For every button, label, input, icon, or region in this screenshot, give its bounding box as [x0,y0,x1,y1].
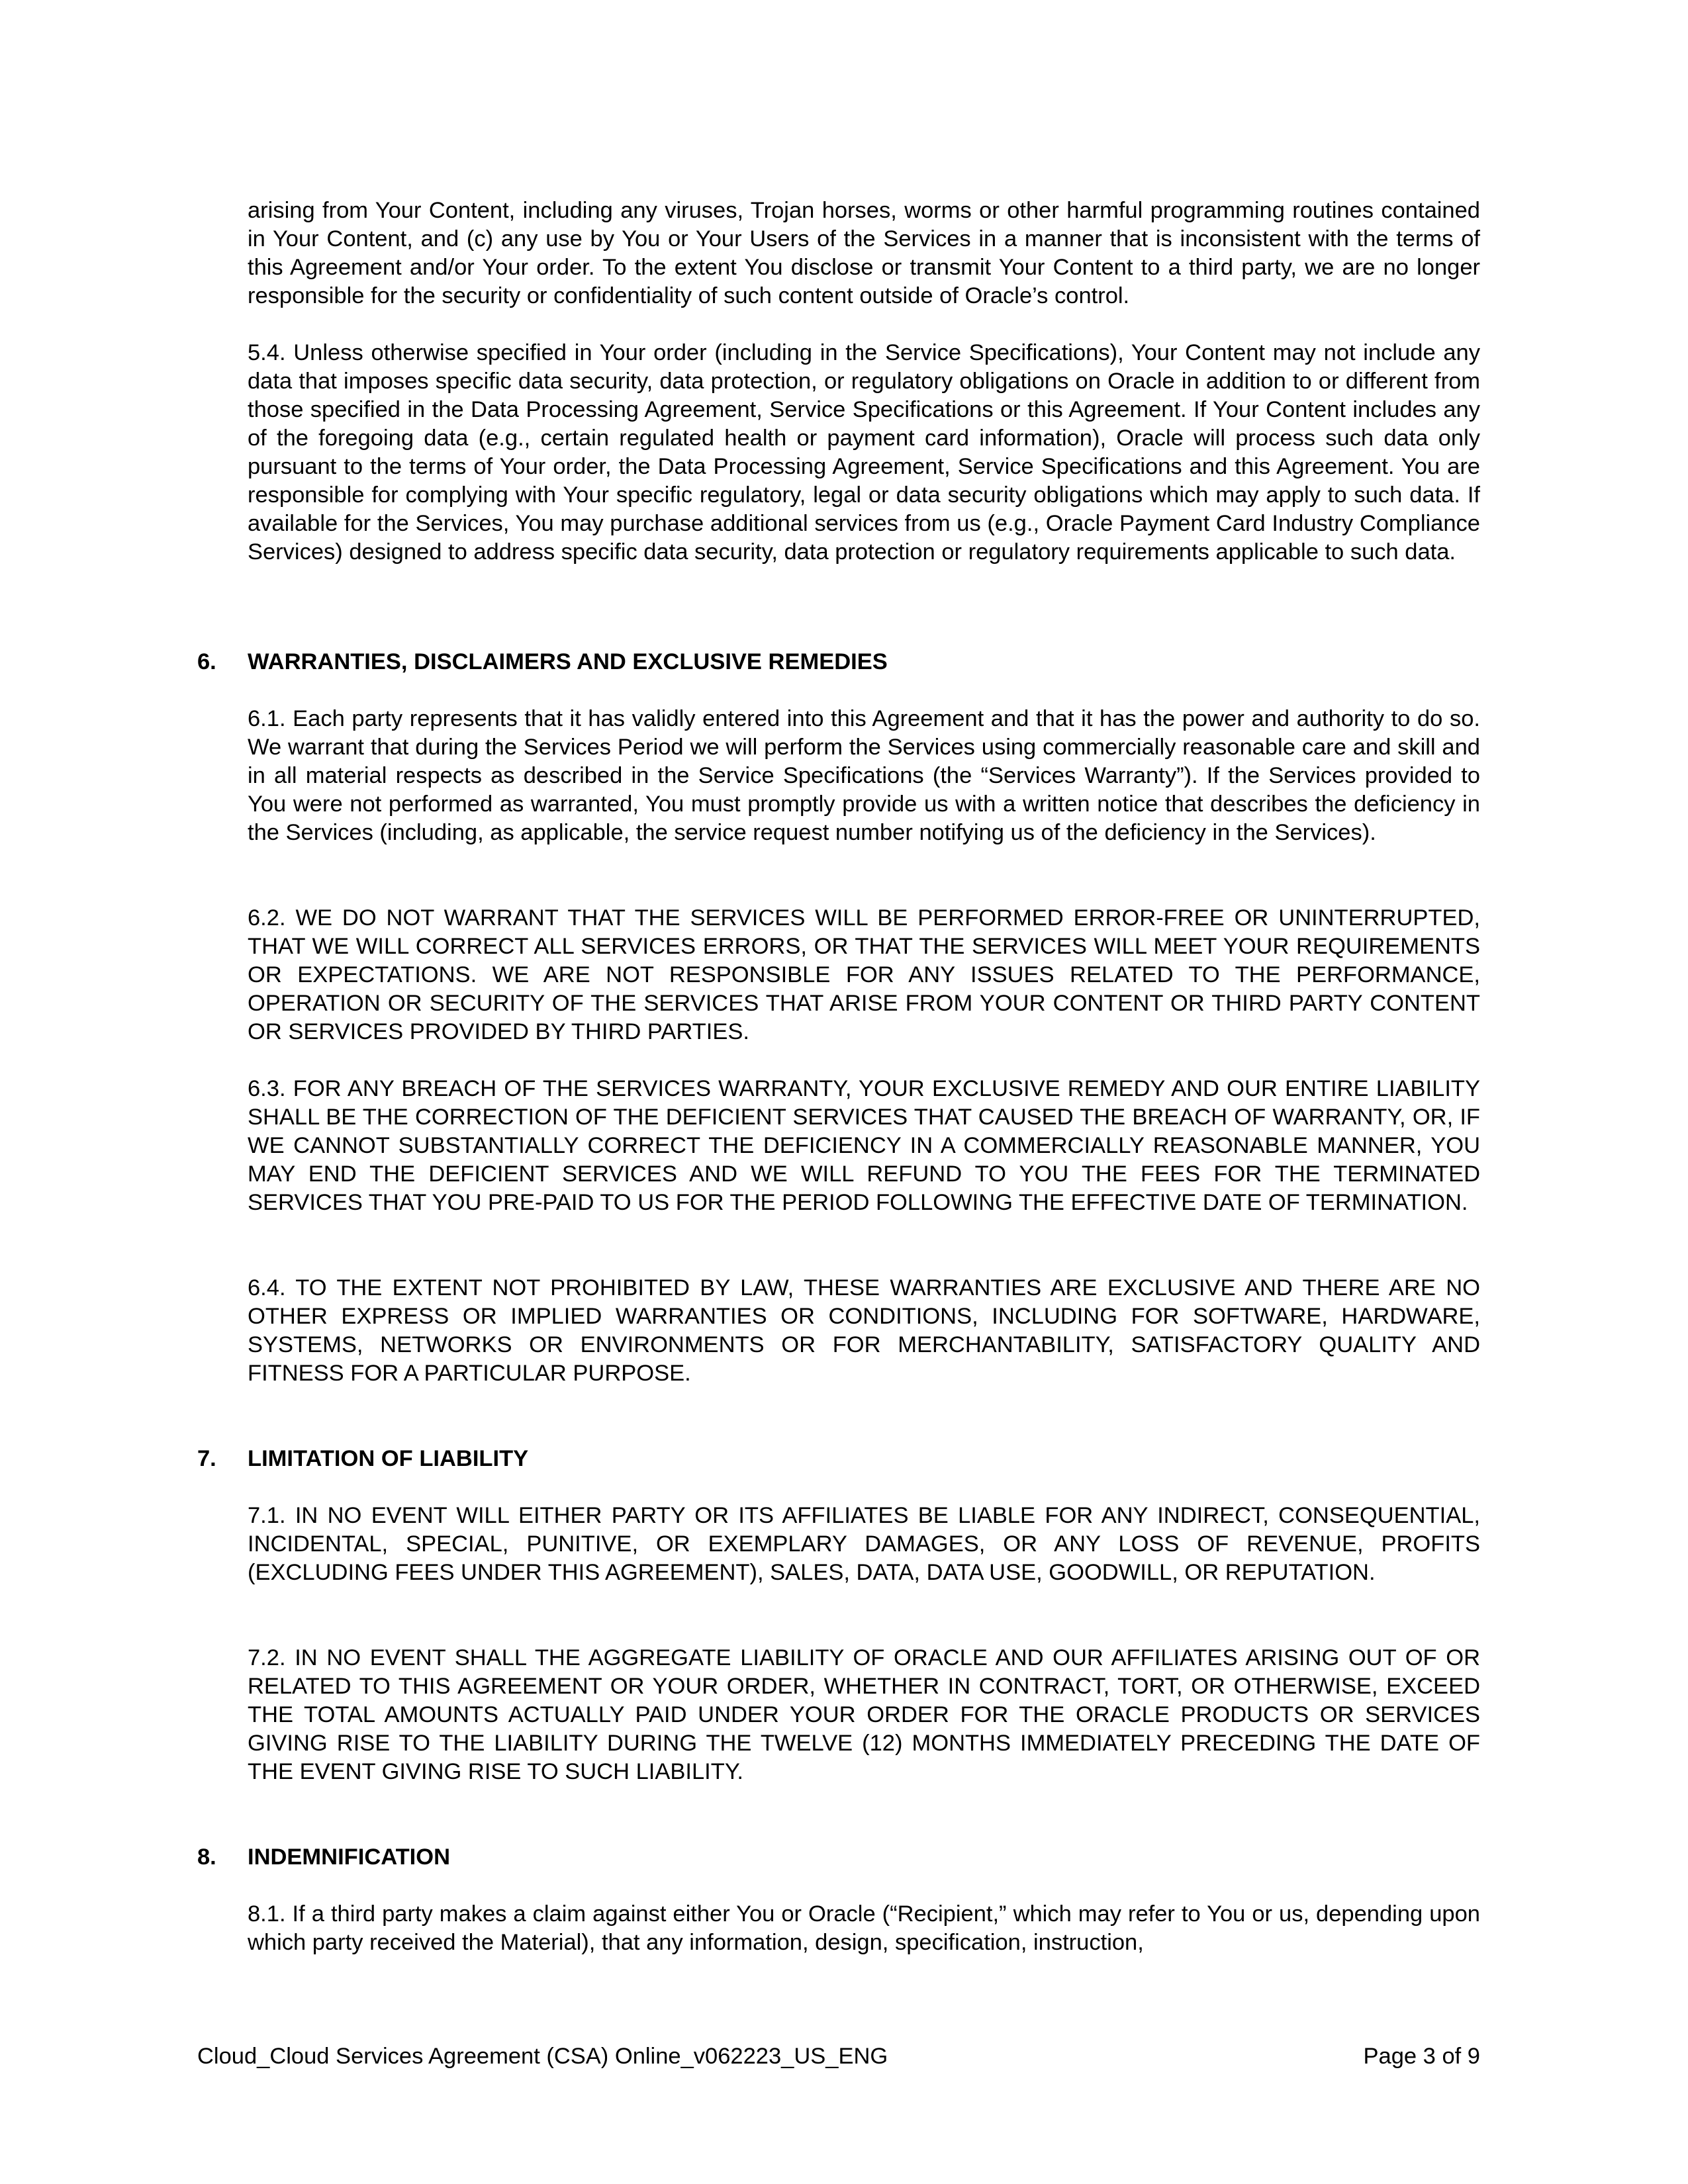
paragraph-7-2: 7.2. IN NO EVENT SHALL THE AGGREGATE LIABILITY OF ORACLE AND OUR AFFILIATES ARISING OUT OF OR RELATED TO THIS AGREEMENT OR YOUR ORDER, WHETHER IN CONTRACT, TORT, OR OTHERWISE, EXCEED THE TOTAL AMOUNTS ACTUALLY PAID UNDER YOUR ORDER FOR THE ORACLE PRODUCTS OR SERVICES GIVING RISE TO THE LIABILITY DURING THE TWELVE (12) MONTHS IMMEDIATELY PRECEDING THE DATE OF THE EVENT GIVING RISE TO SUCH LIABILITY. [248,1645,1480,1784]
section-title: INDEMNIFICATION [248,1844,451,1870]
paragraph-6-1: 6.1. Each party represents that it has validly entered into this Agreement and that it has the power and authority to do so. We warrant that during the Services Period we will perform the Services using commercially reasonable care and skill and in all material respects as described in the Service Specifications (the “Services Warranty”). If the Services provided to You were not performed as warranted, You must promptly provide us with a written notice that describes the deficiency in the Services (including, as applicable, the service request number notifying us of the deficiency in the Services). [248,706,1480,845]
section-heading-7 [197,1445,528,1473]
paragraph-8-1: 8.1. If a third party makes a claim against either You or Oracle (“Recipient,” which may refer to You or us, depending upon which party received the Material), that any information, design, specification, instruction, [248,1901,1480,1955]
paragraph-6-3: 6.3. FOR ANY BREACH OF THE SERVICES WARRANTY, YOUR EXCLUSIVE REMEDY AND OUR ENTIRE LIABILITY SHALL BE THE CORRECTION OF THE DEFICIENT SERVICES THAT CAUSED THE BREACH OF WARRANTY, OR, IF WE CANNOT SUBSTANTIALLY CORRECT THE DEFICIENCY IN A COMMERCIALLY REASONABLE MANNER, YOU MAY END THE DEFICIENT SERVICES AND WE WILL REFUND TO YOU THE FEES FOR THE TERMINATED SERVICES THAT YOU PRE-PAID TO US FOR THE PERIOD FOLLOWING THE EFFECTIVE DATE OF TERMINATION. [248,1076,1480,1215]
footer-page-number: Page 3 of 9 [1363,2044,1480,2069]
section-number: 7. [197,1446,216,1471]
section-number: 6. [197,649,216,674]
paragraph-5-3-continuation: arising from Your Content, including any viruses, Trojan horses, worms or other harmful programming routines contained in Your Content, and (c) any use by You or Your Users of the Services in a manner that is inconsistent with the terms of this Agreement and/or Your order. To the extent You disclose or transmit Your Content to a third party, we are no longer responsible for the security or confidentiality of such content outside of Oracle’s control. [248,198,1480,308]
paragraph-7-1: 7.1. IN NO EVENT WILL EITHER PARTY OR ITS AFFILIATES BE LIABLE FOR ANY INDIRECT, CONSEQUENTIAL, INCIDENTAL, SPECIAL, PUNITIVE, OR EXEMPLARY DAMAGES, OR ANY LOSS OF REVENUE, PROFITS (EXCLUDING FEES UNDER THIS AGREEMENT), SALES, DATA, DATA USE, GOODWILL, OR REPUTATION. [248,1503,1480,1585]
section-title: LIMITATION OF LIABILITY [248,1446,529,1471]
section-number: 8. [197,1844,216,1870]
footer-document-name: Cloud_Cloud Services Agreement (CSA) Online_v062223_US_ENG [197,2044,888,2069]
paragraph-6-2: 6.2. WE DO NOT WARRANT THAT THE SERVICES WILL BE PERFORMED ERROR-FREE OR UNINTERRUPTED, THAT WE WILL CORRECT ALL SERVICES ERRORS, OR THAT THE SERVICES WILL MEET YOUR REQUIREMENTS OR EXPECTATIONS. WE ARE NOT RESPONSIBLE FOR ANY ISSUES RELATED TO THE PERFORMANCE, OPERATION OR SECURITY OF THE SERVICES THAT ARISE FROM YOUR CONTENT OR THIRD PARTY CONTENT OR SERVICES PROVIDED BY THIRD PARTIES. [248,905,1480,1044]
section-title: WARRANTIES, DISCLAIMERS AND EXCLUSIVE REMEDIES [248,649,888,674]
paragraph-5-4: 5.4. Unless otherwise specified in Your order (including in the Service Specifications), Your Content may not include any data that imposes specific data security, data protection, or regulatory obligations on Oracle in addition to or different from those specified in the Data Processing Agreement, Service Specifications or this Agreement. If Your Content includes any of the foregoing data (e.g., certain regulated health or payment card information), Oracle will process such data only pursuant to the terms of Your order, the Data Processing Agreement, Service Specifications and this Agreement. You are responsible for complying with Your specific regulatory, legal or data security obligations which may apply to such data. If available for the Services, You may purchase additional services from us (e.g., Oracle Payment Card Industry Compliance Services) designed to address specific data security, data protection or regulatory requirements applicable to such data. [248,340,1480,565]
section-heading-6 [197,648,888,676]
paragraph-6-4: 6.4. TO THE EXTENT NOT PROHIBITED BY LAW, THESE WARRANTIES ARE EXCLUSIVE AND THERE ARE NO OTHER EXPRESS OR IMPLIED WARRANTIES OR CONDITIONS, INCLUDING FOR SOFTWARE, HARDWARE, SYSTEMS, NETWORKS OR ENVIRONMENTS OR FOR MERCHANTABILITY, SATISFACTORY QUALITY AND FITNESS FOR A PARTICULAR PURPOSE. [248,1275,1480,1386]
section-heading-8 [197,1843,450,1872]
